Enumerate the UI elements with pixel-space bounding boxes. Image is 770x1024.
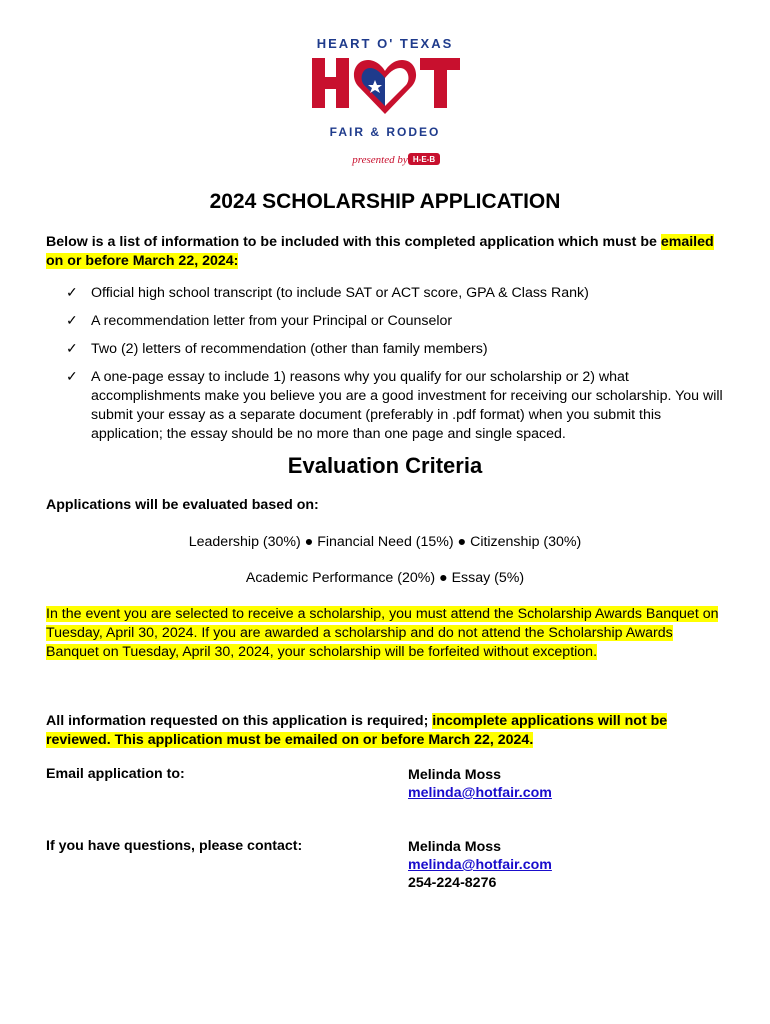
- checkmark-icon: ✓: [66, 313, 78, 329]
- logo-bottom-text: FAIR & RODEO: [329, 125, 441, 139]
- questions-label: If you have questions, please contact:: [46, 838, 303, 854]
- email-application-label: Email application to:: [46, 766, 185, 782]
- required-text: All information requested on this application is required;: [46, 713, 433, 729]
- intro-paragraph: [46, 233, 726, 271]
- evaluation-intro: Applications will be evaluated based on:: [46, 497, 319, 513]
- heart-o-texas-logo: [300, 30, 470, 170]
- contact-email-link[interactable]: melinda@hotfair.com: [408, 785, 552, 801]
- event-notice-text: In the event you are selected to receive a scholarship, you must attend the Scholarship Awards Banquet on Tuesday, April 30, 2024. If you are awarded a scholarship and do not attend the Scholarship Awards Banquet on Tuesday, April 30, 2024, your scholarship will be forfeited without exception.: [46, 606, 719, 660]
- intro-text: Below is a list of information to be included with this completed application which must be: [46, 234, 661, 250]
- criteria-line-1: Leadership (30%) ● Financial Need (15%) ● Citizenship (30%): [188, 534, 582, 550]
- contact-name: Melinda Moss: [408, 839, 502, 855]
- checkmark-icon: ✓: [66, 341, 78, 357]
- checklist-item: ✓ Official high school transcript (to include SAT or ACT score, GPA & Class Rank): [66, 285, 589, 301]
- email-contact-block: [408, 766, 552, 802]
- contact-email-link[interactable]: melinda@hotfair.com: [408, 857, 552, 873]
- criteria-line-2: Academic Performance (20%) ● Essay (5%): [245, 570, 525, 586]
- checklist-item: ✓ A one-page essay to include 1) reasons why you qualify for our scholarship or 2) what accomplishments make you believe you are a good investment for receiving our scholarship. You will submit your essay as a separate document (preferably in .pdf format) when you submit this application; the essay should be no more than one page and single spaced.: [66, 369, 723, 442]
- required-highlight: incomplete applications will not be reviewed. This application must be emailed on or before March 22, 2024.: [46, 713, 668, 748]
- requirements-checklist: [66, 284, 726, 453]
- presented-by-text: presented by: [352, 154, 408, 166]
- required-notice: [46, 712, 726, 750]
- questions-contact-block: [408, 838, 552, 892]
- checkmark-icon: ✓: [66, 285, 78, 301]
- intro-deadline-highlight: emailed on or before March 22, 2024:: [46, 234, 714, 269]
- checklist-item: ✓ Two (2) letters of recommendation (other than family members): [66, 341, 488, 357]
- checklist-item: ✓ A recommendation letter from your Principal or Counselor: [66, 313, 453, 329]
- contact-phone: 254-224-8276: [408, 875, 497, 891]
- contact-name: Melinda Moss: [408, 767, 502, 783]
- page-title: 2024 SCHOLARSHIP APPLICATION: [209, 190, 561, 213]
- sponsor-logo-text: H-E-B: [412, 155, 436, 164]
- checkmark-icon: ✓: [66, 369, 78, 385]
- logo-top-text: HEART O' TEXAS: [316, 36, 454, 51]
- event-notice: [46, 605, 726, 662]
- evaluation-heading: Evaluation Criteria: [287, 453, 483, 478]
